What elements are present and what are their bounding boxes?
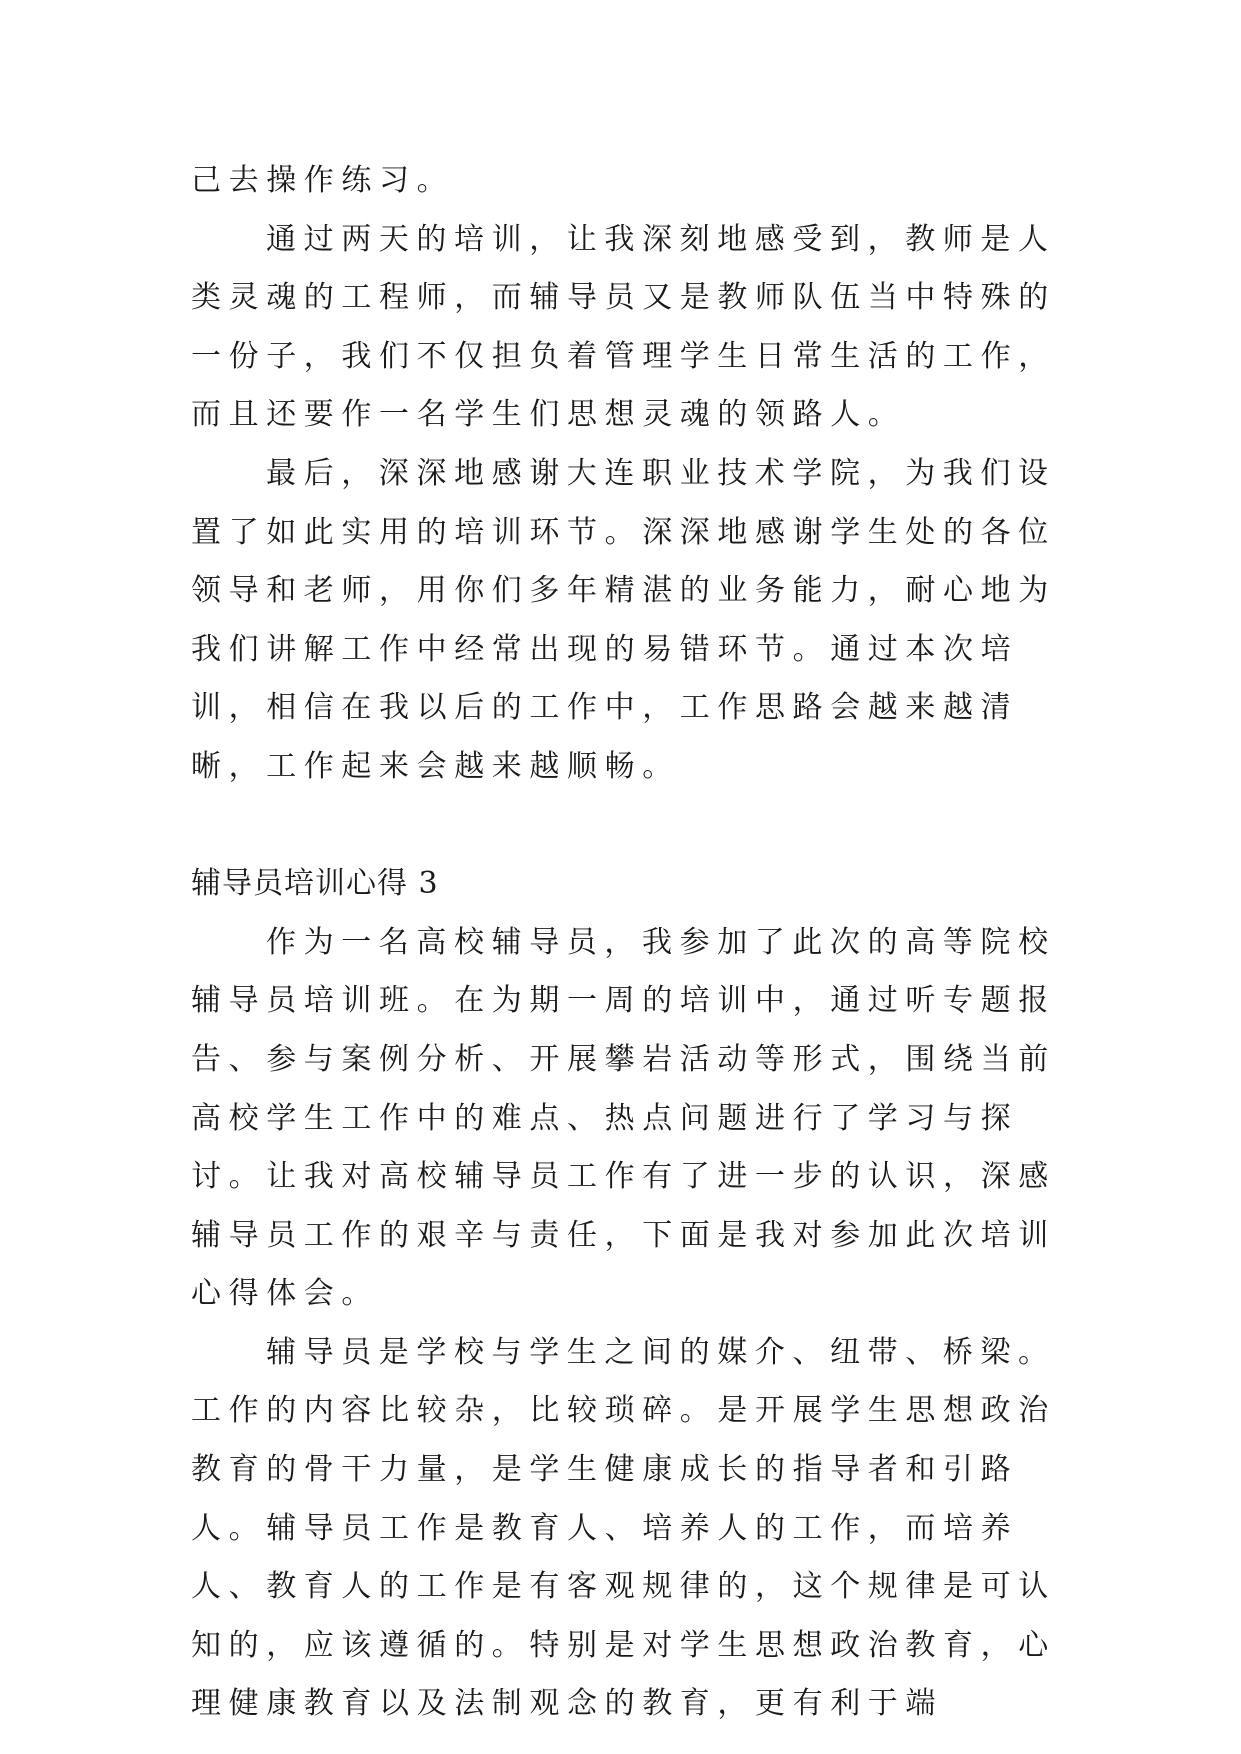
paragraph-counselor-role: 辅导员是学校与学生之间的媒介、纽带、桥梁。工作的内容比较杂，比较琐碎。是开展学生思想政治教育的骨干力量，是学生健康成长的指导者和引路人。辅导员工作是教育人、培养人的工作，而培养人、教育人的工作是有客观规律的，这个规律是可认知的，应该遵循的。特别是对学生思想政治教育，心理健康教育以及法制观念的教育，更有利于端 <box>191 1334 1056 1722</box>
section-spacer <box>191 797 1067 856</box>
document-body <box>191 152 1067 1734</box>
continued-paragraph: 己去操作练习。 <box>191 163 455 198</box>
paragraph-introduction: 作为一名高校辅导员，我参加了此次的高等院校辅导员培训班。在为期一周的培训中，通过听专题报告、参与案例分析、开展攀岩活动等形式，围绕当前高校学生工作中的难点、热点问题进行了学习与探讨。让我对高校辅导员工作有了进一步的认识，深感辅导员工作的艰辛与责任，下面是我对参加此次培训心得体会。 <box>191 924 1056 1312</box>
paragraph-training-reflection: 通过两天的培训，让我深刻地感受到，教师是人类灵魂的工程师，而辅导员又是教师队伍当中特殊的一份子，我们不仅担负着管理学生日常生活的工作，而且还要作一名学生们思想灵魂的领路人。 <box>191 221 1056 433</box>
paragraph-thanks: 最后，深深地感谢大连职业技术学院，为我们设置了如此实用的培训环节。深深地感谢学生处的各位领导和老师，用你们多年精湛的业务能力，耐心地为我们讲解工作中经常出现的易错环节。通过本次培训，相信在我以后的工作中，工作思路会越来越清晰，工作起来会越来越顺畅。 <box>191 455 1056 784</box>
section-title: 辅导员培训心得 3 <box>191 866 439 902</box>
